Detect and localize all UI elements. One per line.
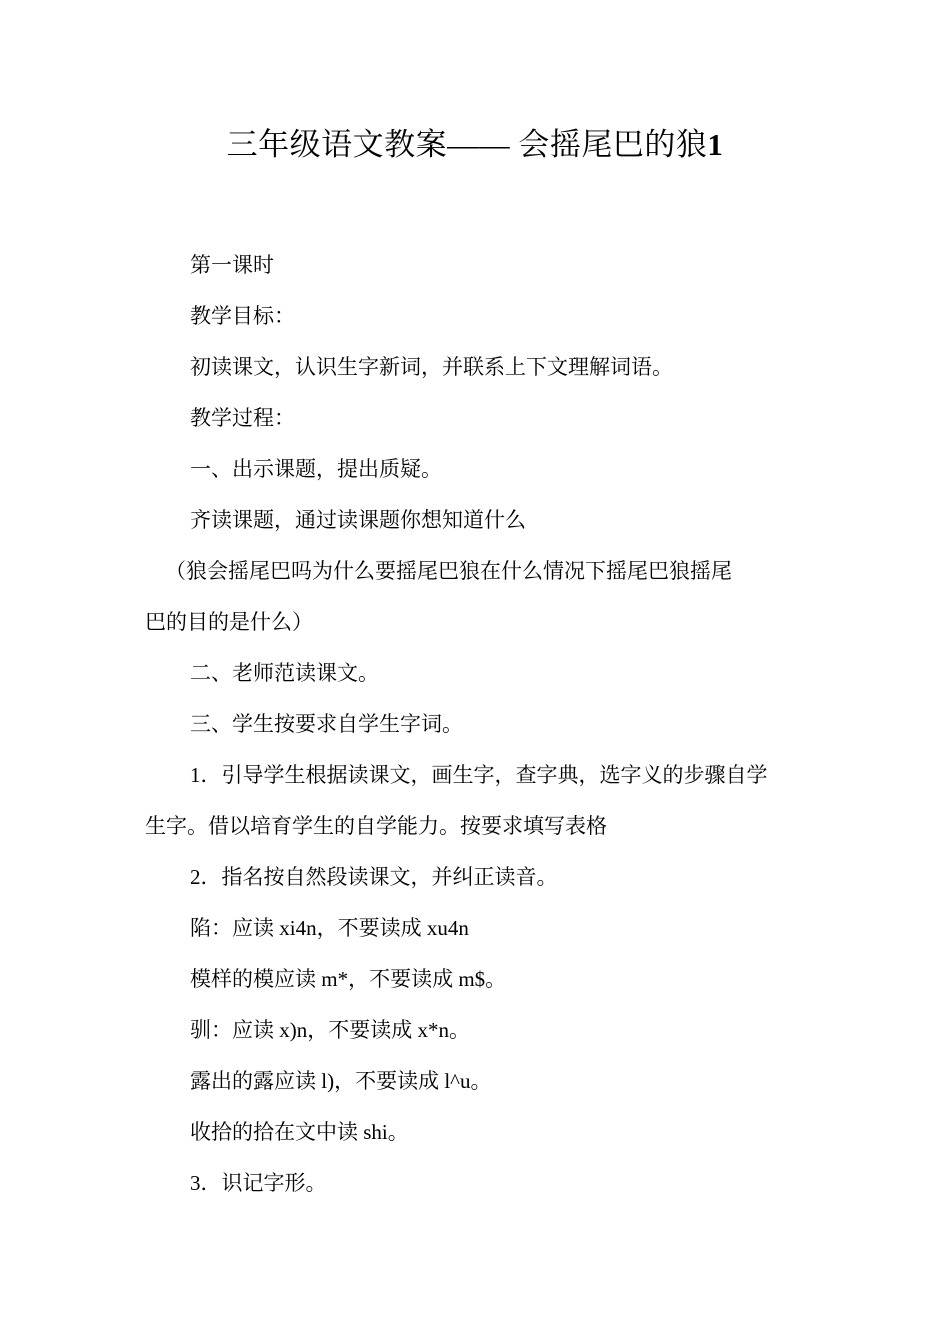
- paragraph-pronunciation-xun: 驯：应读 x)n，不要读成 x*n。: [190, 1018, 470, 1042]
- paragraph-item-1-line-1: 1．引导学生根据读课文，画生字，查字典，选字义的步骤自学: [190, 763, 768, 787]
- title-number: 1: [707, 127, 724, 162]
- paragraph-pronunciation-shi: 收拾的拾在文中读 shi。: [190, 1120, 409, 1144]
- paragraph-step-one: 一、出示课题，提出质疑。: [190, 457, 442, 481]
- paragraph-item-1-line-2: 生字。借以培育学生的自学能力。按要求填写表格: [145, 814, 607, 838]
- document-title: [0, 122, 950, 168]
- paragraph-step-three: 三、学生按要求自学生字词。: [190, 712, 463, 736]
- title-text: 三年级语文教案—— 会摇尾巴的狼: [226, 127, 708, 162]
- paragraph-pronunciation-lu: 露出的露应读 l)，不要读成 l^u。: [190, 1069, 492, 1093]
- paragraph-teaching-goal: 初读课文，认识生字新词，并联系上下文理解词语。: [190, 355, 673, 379]
- paragraph-pronunciation-xian: 陷：应读 xi4n，不要读成 xu4n: [190, 916, 469, 940]
- paragraph-item-2: 2．指名按自然段读课文，并纠正读音。: [190, 865, 558, 889]
- paragraph-teaching-process-heading: 教学过程：: [190, 406, 295, 430]
- paragraph-pronunciation-mo: 模样的模应读 m*，不要读成 m$。: [190, 967, 507, 991]
- paragraph-teaching-goal-heading: 教学目标：: [190, 304, 295, 328]
- paragraph-step-two: 二、老师范读课文。: [190, 661, 379, 685]
- paragraph-item-3: 3．识记字形。: [190, 1171, 327, 1195]
- paragraph-lesson-period: 第一课时: [190, 253, 274, 277]
- paragraph-questions-line-1: （狼会摇尾巴吗为什么要摇尾巴狼在什么情况下摇尾巴狼摇尾: [165, 559, 732, 583]
- paragraph-questions-line-2: 巴的目的是什么）: [145, 610, 313, 634]
- document-body: [145, 240, 810, 1209]
- paragraph-read-title: 齐读课题，通过读课题你想知道什么: [190, 508, 526, 532]
